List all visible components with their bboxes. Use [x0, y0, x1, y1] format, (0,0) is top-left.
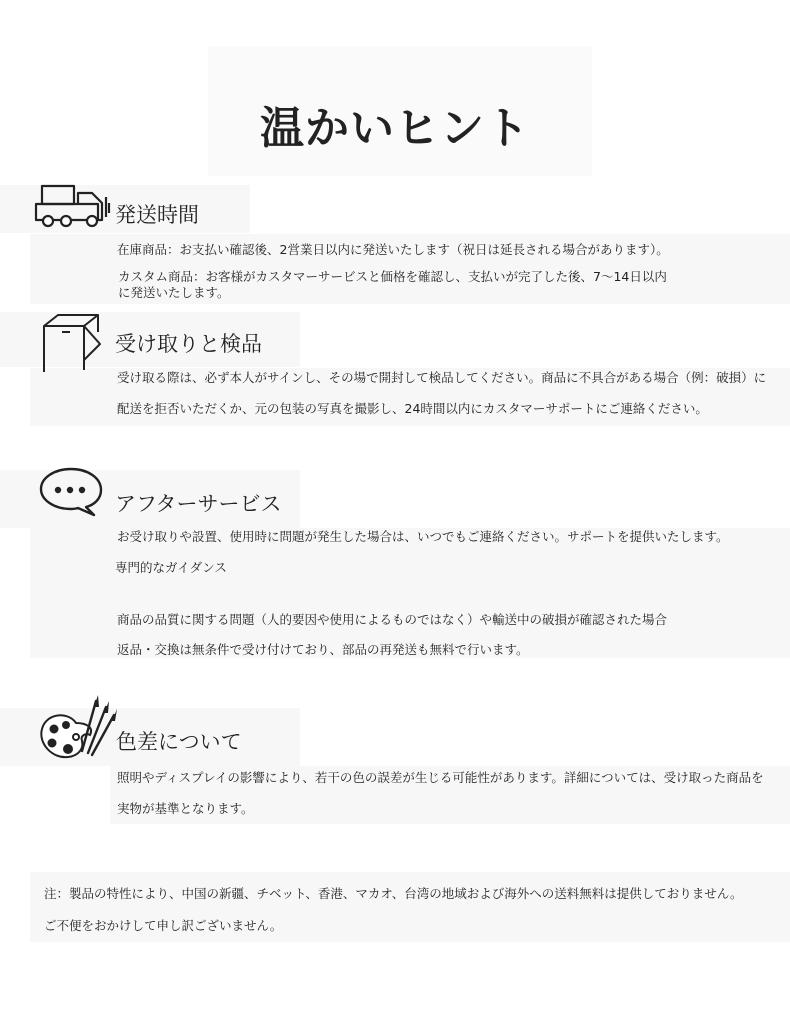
note-line-1: 注：製品の特性により、中国の新疆、チベット、香港、マカオ、台湾の地域および海外への送料無料は提供しておりません。: [44, 886, 743, 901]
text-band: [30, 528, 790, 658]
after-service-line-3: 商品の品質に関する問題（人的要因や使用によるものではなく）や輸送中の破損が確認された場合: [117, 612, 668, 627]
shipping-line-1: 在庫商品：お支払い確認後、2営業日以内に発送いたします（祝日は延長される場合があります）。: [117, 242, 669, 257]
palette-icon: [38, 693, 118, 763]
color-line-2: 実物が基準となります。: [117, 801, 254, 816]
after-service-line-1: お受け取りや設置、使用時に問題が発生した場合は、いつでもご連絡ください。サポートを提供いたします。: [117, 529, 729, 544]
receipt-heading: 受け取りと検品: [115, 332, 262, 356]
after-service-line-2: 専門的なガイダンス: [115, 560, 227, 575]
page-title: 温かいヒント: [260, 103, 530, 154]
shipping-heading: 発送時間: [115, 203, 199, 227]
box-icon: [40, 312, 106, 374]
receipt-line-2: 配送を拒否いただくか、元の包装の写真を撮影し、24時間以内にカスタマーサポートにご連絡ください。: [117, 401, 708, 416]
receipt-line-1: 受け取る際は、必ず本人がサインし、その場で開封して検品してください。商品に不具合がある場合（例：破損）に: [117, 370, 767, 385]
after-service-heading: アフターサービス: [115, 492, 282, 516]
after-service-line-4: 返品・交換は無条件で受け付けており、部品の再発送も無料で行います。: [117, 642, 529, 657]
shipping-line-3: に発送いたします。: [118, 285, 230, 300]
note-line-2: ご不便をおかけして申し訳ございません。: [44, 918, 283, 933]
chat-bubble-icon: [38, 465, 104, 517]
truck-icon: [32, 183, 114, 229]
color-heading: 色差について: [116, 730, 242, 754]
shipping-line-2: カスタム商品：お客様がカスタマーサービスと価格を確認し、支払いが完了した後、7〜14日以内: [118, 269, 667, 284]
color-line-1: 照明やディスプレイの影響により、若干の色の誤差が生じる可能性があります。詳細については、受け取った商品を: [117, 770, 764, 785]
